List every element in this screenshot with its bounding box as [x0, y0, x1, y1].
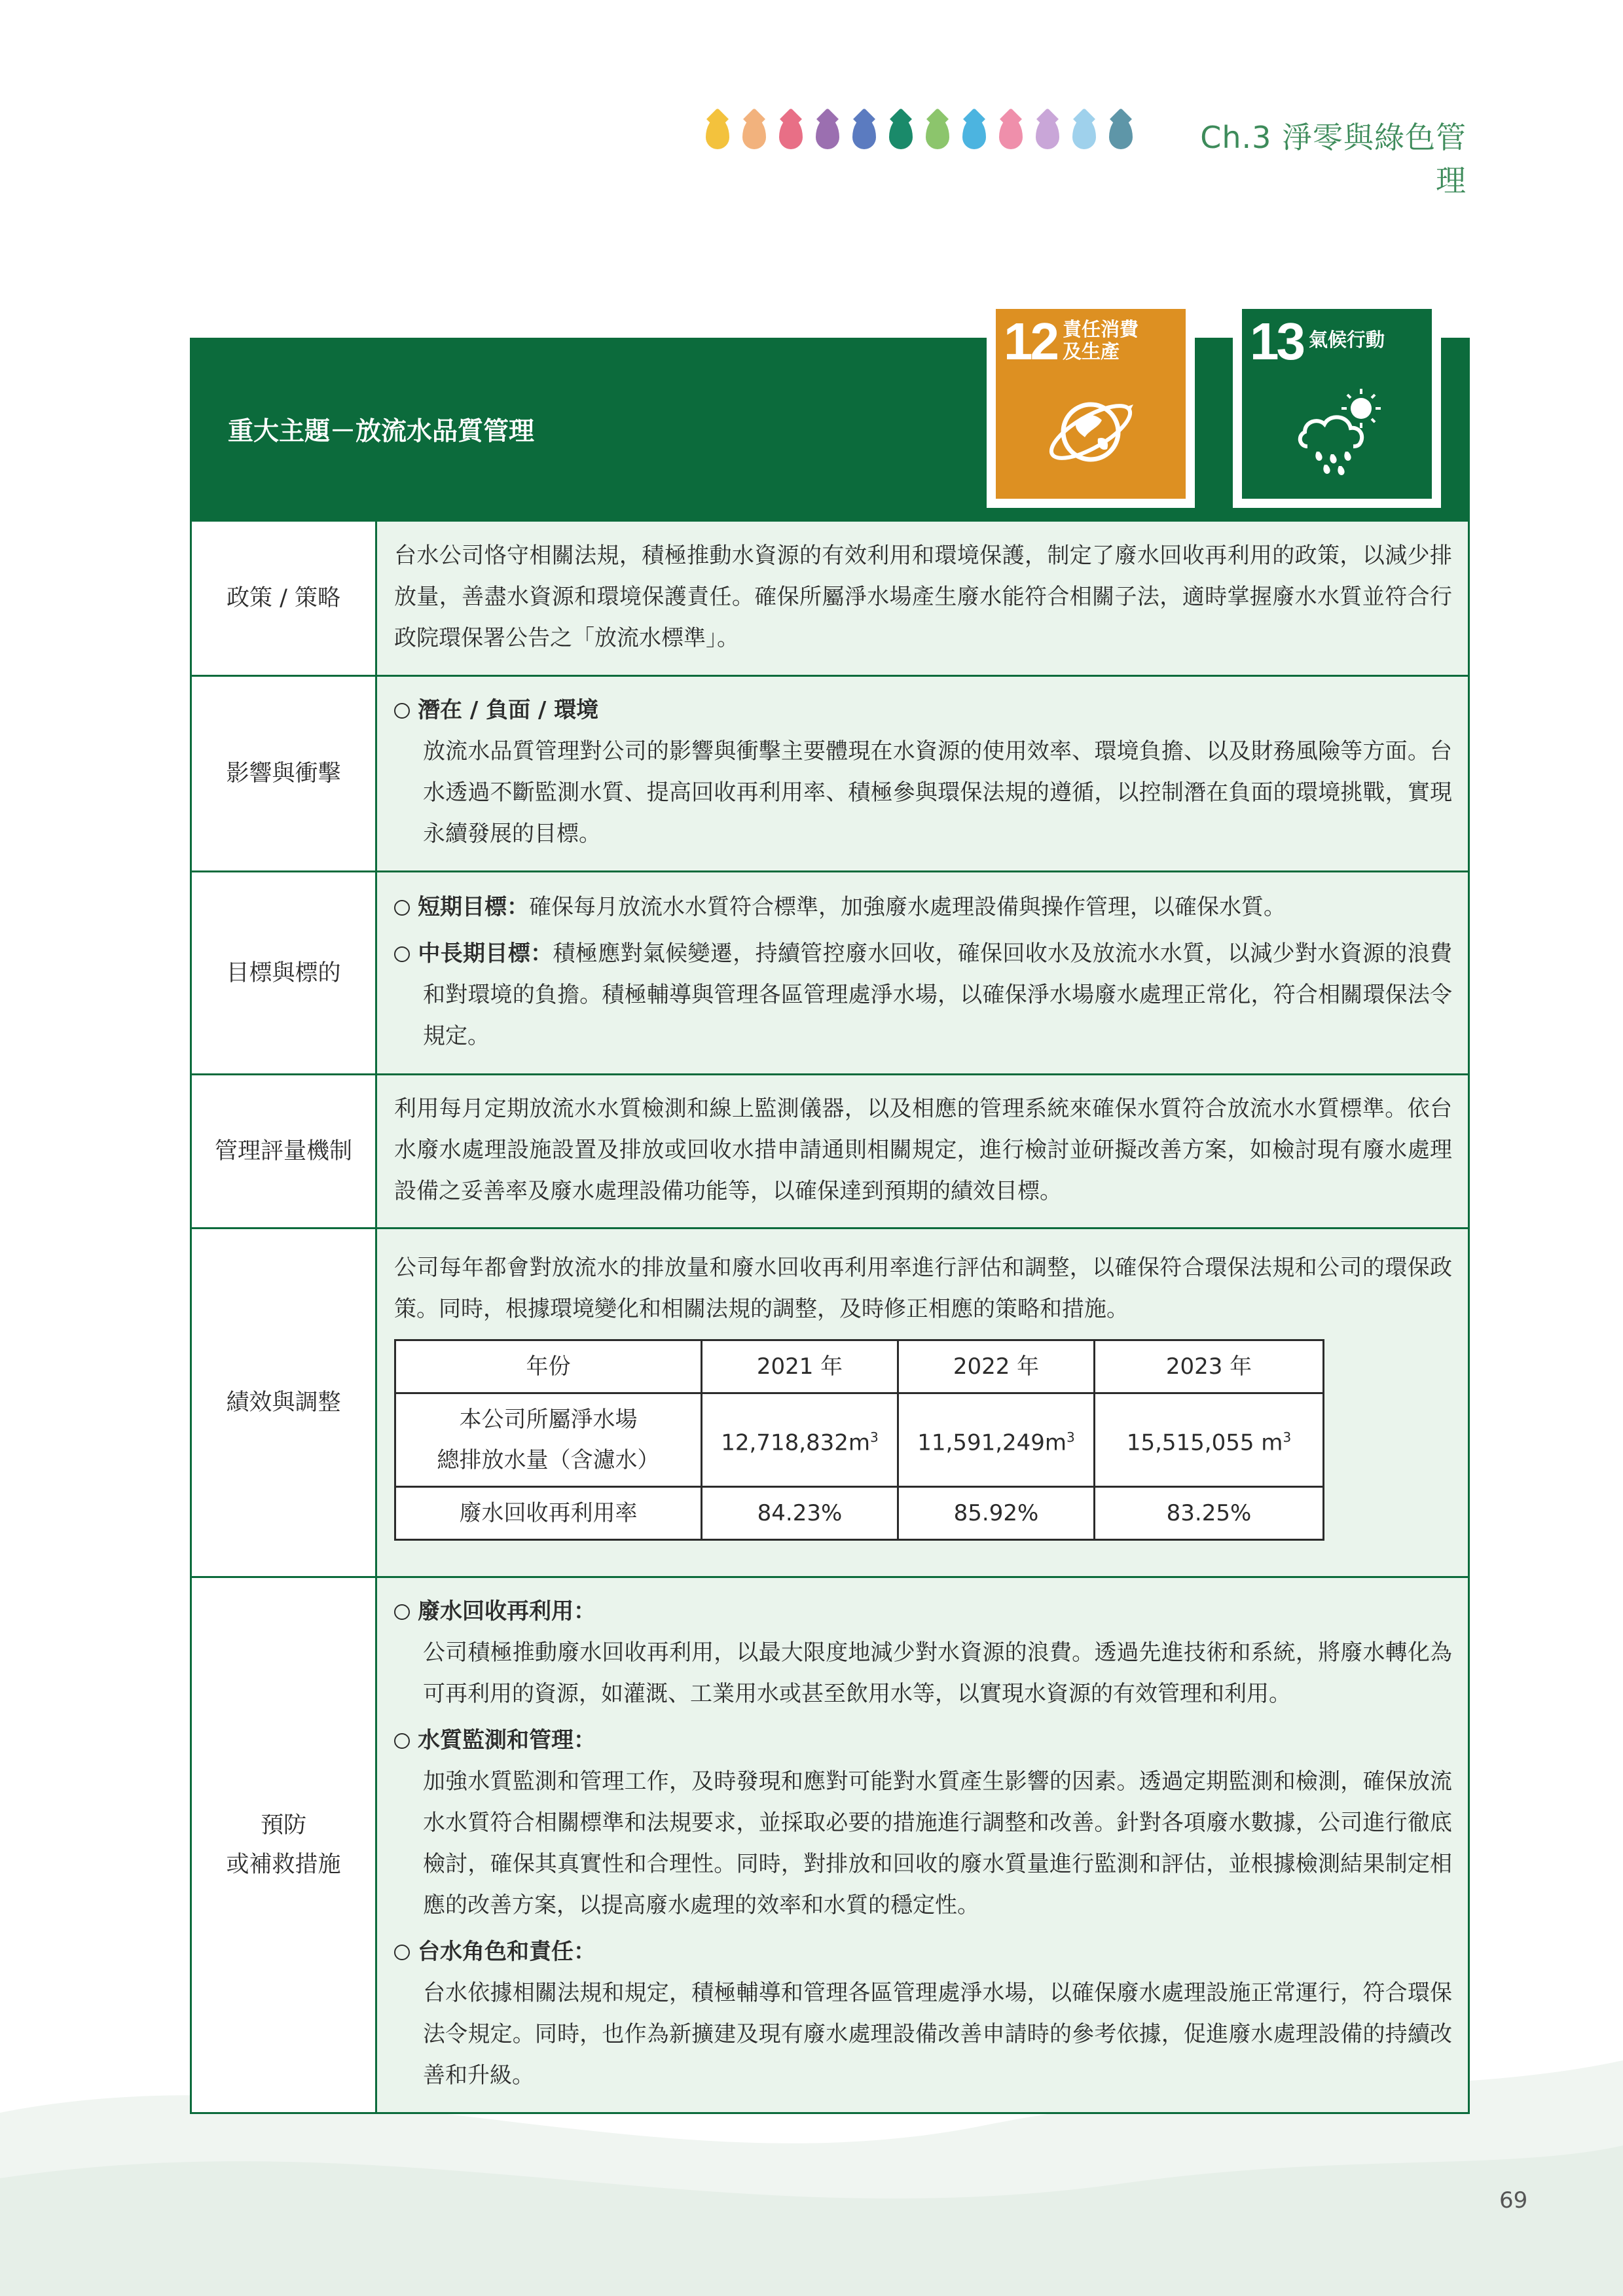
discharge-2023: [1095, 1393, 1324, 1487]
sdg12-label-line1: 責任消費: [1063, 318, 1139, 340]
goals-label: 目標與標的: [191, 872, 376, 1075]
long-term-title: 中長期目標：: [418, 940, 553, 967]
row-discharge-label-line2: 總排放水量（含濾水）: [437, 1447, 660, 1473]
header-2023: 2023 年: [1095, 1340, 1324, 1393]
row-evaluation: [191, 1075, 1469, 1229]
discharge-data-table: [394, 1339, 1324, 1541]
water-drop-icon: [1036, 118, 1059, 149]
infinity-globe-icon: [1042, 381, 1140, 479]
unit-superscript: 3: [1067, 1429, 1075, 1445]
water-drop-icon: [816, 118, 839, 149]
row-goals: [191, 872, 1469, 1075]
header-2021: 2021 年: [702, 1340, 898, 1393]
impact-content: [376, 676, 1469, 872]
water-drop-icon: [706, 118, 729, 149]
water-drop-icon: [962, 118, 986, 149]
remedy-item-recycle: [394, 1591, 1452, 1715]
remedy-item3-title: 台水角色和責任：: [418, 1939, 596, 1965]
water-drop-icon: [742, 118, 766, 149]
recycle-2022: 85.92%: [898, 1487, 1095, 1540]
remedy-item1-text: 公司積極推動廢水回收再利用，以最大限度地減少對水資源的浪費。透過先進技術和系統，將廢水轉化為可再利用的資源，如灌溉、工業用水或甚至飲用水等，以實現水資源的有效管理和利用。: [423, 1640, 1452, 1707]
impact-text: 放流水品質管理對公司的影響與衝擊主要體現在水資源的使用效率、環境負擔、以及財務風險等方面。台水透過不斷監測水質、提高回收再利用率、積極參與環保法規的遵循，以控制潛在負面的環境挑戰，實現永續發展的目標。: [423, 738, 1452, 847]
discharge-2023-value: 15,515,055 m: [1126, 1429, 1283, 1456]
row-impact: [191, 676, 1469, 872]
sdg12-number: 12: [1004, 312, 1057, 370]
recycle-2021: 84.23%: [702, 1487, 898, 1540]
material-topic-table: [190, 520, 1470, 2114]
row-recycle-label: 廢水回收再利用率: [395, 1487, 702, 1540]
impact-bullet-title: 潛在 / 負面 / 環境: [418, 697, 599, 723]
long-term-text: 積極應對氣候變遷，持續管控廢水回收，確保回收水及放流水水質，以減少對水資源的浪費和對環境的負擔。積極輔導與管理各區管理處淨水場，以確保淨水場廢水處理正常化，符合相關環保法令規定。: [423, 940, 1452, 1049]
header-year: 年份: [395, 1340, 702, 1393]
table-row-recycle-rate: [395, 1487, 1324, 1540]
circle-bullet-icon: [394, 1733, 410, 1749]
recycle-2023: 83.25%: [1095, 1487, 1324, 1540]
evaluation-content: 利用每月定期放流水水質檢測和線上監測儀器，以及相應的管理系統來確保水質符合放流水水質標準。依台水廢水處理設施設置及排放或回收水措申請通則相關規定，進行檢討並研擬改善方案，如檢討現有廢水處理設備之妥善率及廢水處理設備功能等，以確保達到預期的績效目標。: [376, 1075, 1469, 1229]
circle-bullet-icon: [394, 900, 410, 916]
short-term-title: 短期目標：: [418, 893, 529, 920]
row-performance: [191, 1229, 1469, 1577]
unit-superscript: 3: [870, 1429, 879, 1445]
remedy-content: [376, 1577, 1469, 2113]
impact-label: 影響與衝擊: [191, 676, 376, 872]
goals-content: [376, 872, 1469, 1075]
water-drop-icon: [889, 118, 913, 149]
row-discharge-label-line1: 本公司所屬淨水場: [459, 1407, 638, 1433]
performance-content: [376, 1229, 1469, 1577]
unit-superscript: 3: [1283, 1429, 1292, 1445]
topic-header: [190, 312, 1470, 520]
water-drop-icon: [779, 118, 803, 149]
policy-label: 政策 / 策略: [191, 521, 376, 676]
policy-content: 台水公司恪守相關法規，積極推動水資源的有效利用和環境保護，制定了廢水回收再利用的政策，以減少排放量，善盡水資源和環境保護責任。確保所屬淨水場產生廢水能符合相關子法，適時掌握廢水水質並符合行政院環保署公告之「放流水標準」。: [376, 521, 1469, 676]
evaluation-label: 管理評量機制: [191, 1075, 376, 1229]
sdg12-label-line2: 及生產: [1063, 340, 1120, 363]
circle-bullet-icon: [394, 946, 410, 962]
short-term-goal: [394, 887, 1452, 928]
water-drop-icon: [926, 118, 949, 149]
discharge-2021-value: 12,718,832m: [721, 1429, 871, 1456]
remedy-item3-text: 台水依據相關法規和規定，積極輔導和管理各區管理處淨水場，以確保廢水處理設施正常運行，符合環保法令規定。同時，也作為新擴建及現有廢水處理設備改善申請時的參考依據，促進廢水處理設備的持續改善和升級。: [423, 1980, 1452, 2089]
page-number: 69: [1499, 2187, 1528, 2214]
water-drop-icon: [1109, 118, 1133, 149]
performance-label: 績效與調整: [191, 1229, 376, 1577]
circle-bullet-icon: [394, 1945, 410, 1960]
water-drop-icon: [852, 118, 876, 149]
row-remedy: [191, 1577, 1469, 2113]
remedy-label-line1: 預防: [260, 1812, 306, 1839]
table-row-discharge: [395, 1393, 1324, 1487]
remedy-item-monitoring: [394, 1720, 1452, 1926]
discharge-2022-value: 11,591,249m: [917, 1429, 1067, 1456]
discharge-2021: [702, 1393, 898, 1487]
sdg13-number: 13: [1250, 312, 1303, 370]
short-term-text: 確保每月放流水水質符合標準，加強廢水處理設備與操作管理，以確保水質。: [529, 893, 1286, 920]
row-policy: [191, 521, 1469, 676]
sdg13-badge: [1233, 300, 1441, 508]
circle-bullet-icon: [394, 703, 410, 719]
sdg12-badge: [987, 300, 1195, 508]
discharge-2022: [898, 1393, 1095, 1487]
weather-cloud-icon: [1288, 381, 1386, 479]
topic-title: 重大主題－放流水品質管理: [228, 417, 535, 446]
sdg12-label: [1063, 318, 1180, 363]
sdg13-label-line1: 氣候行動: [1309, 329, 1385, 351]
header-2022: 2022 年: [898, 1340, 1095, 1393]
remedy-item2-title: 水質監測和管理：: [418, 1727, 596, 1753]
remedy-item1-title: 廢水回收再利用：: [418, 1598, 596, 1624]
performance-text: 公司每年都會對放流水的排放量和廢水回收再利用率進行評估和調整，以確保符合環保法規和公司的環保政策。同時，根據環境變化和相關法規的調整，及時修正相應的策略和措施。: [394, 1255, 1452, 1322]
long-term-goal: [394, 933, 1452, 1057]
chapter-title: Ch.3 淨零與綠色管理: [1200, 120, 1467, 198]
remedy-item-role: [394, 1931, 1452, 2096]
circle-bullet-icon: [394, 1604, 410, 1620]
remedy-item2-text: 加強水質監測和管理工作，及時發現和應對可能對水質產生影響的因素。透過定期監測和檢測，確保放流水水質符合相關標準和法規要求，並採取必要的措施進行調整和改善。針對各項廢水數據，公司進行徹底檢討，確保其真實性和合理性。同時，對排放和回收的廢水質量進行監測和評估，並根據檢測結果制定相應的改善方案，以提高廢水處理的效率和水質的穩定性。: [423, 1768, 1452, 1918]
color-drops: [706, 118, 1133, 149]
remedy-label: [191, 1577, 376, 2113]
water-drop-icon: [999, 118, 1023, 149]
remedy-label-line2: 或補救措施: [226, 1852, 341, 1878]
water-drop-icon: [1072, 118, 1096, 149]
table-header-row: [395, 1340, 1324, 1393]
row-discharge-label: [395, 1393, 702, 1487]
sdg13-label: [1309, 329, 1427, 351]
